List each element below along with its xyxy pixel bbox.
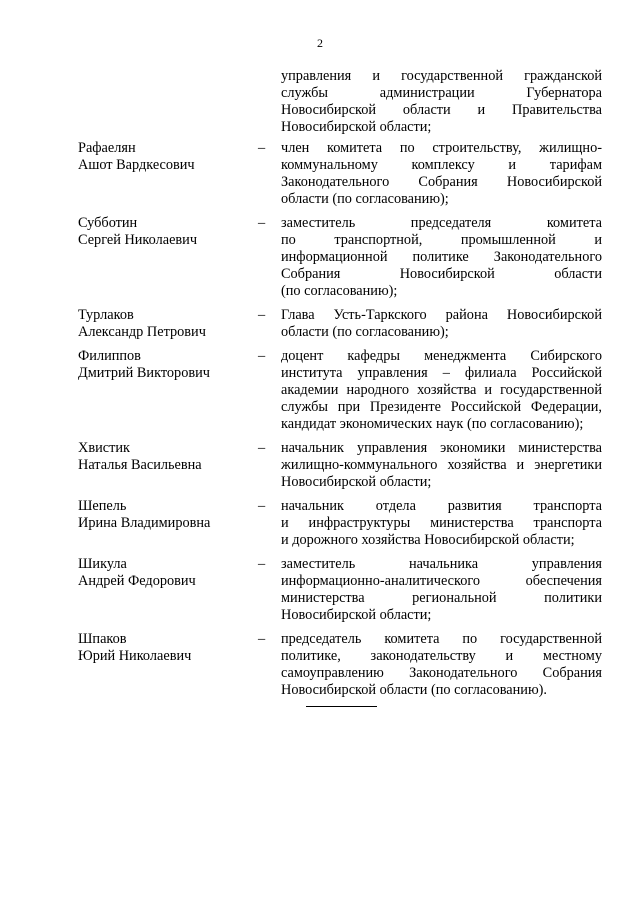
member-given-names: Ашот Вардкесович <box>78 157 195 173</box>
member-position <box>281 498 602 549</box>
member-list <box>78 140 602 699</box>
member-position-line: академии народного хозяйства и государственной <box>281 382 602 398</box>
member-position-line: и инфраструктуры министерства транспорта <box>281 515 602 531</box>
member-surname: Субботин <box>78 215 138 231</box>
member-position-line: (по согласованию); <box>281 283 398 299</box>
member-surname: Шепель <box>78 498 127 514</box>
member-surname: Шпаков <box>78 631 127 647</box>
member-position <box>281 307 602 341</box>
member-position <box>281 631 602 699</box>
member-given-names: Юрий Николаевич <box>78 648 192 664</box>
member-name <box>78 498 258 532</box>
member-surname: Шикула <box>78 556 127 572</box>
member-position-line: самоуправлению Законодательного Собрания <box>281 665 602 681</box>
member-position <box>281 440 602 491</box>
continuation-text <box>281 68 602 136</box>
member-entry <box>78 140 602 208</box>
member-name <box>78 140 258 174</box>
member-position-line: политике, законодательству и местному <box>281 648 602 664</box>
member-entry <box>78 498 602 549</box>
member-position-line: службы при Президенте Российской Федерации, <box>281 399 602 415</box>
member-given-names: Андрей Федорович <box>78 573 196 589</box>
member-dash: – <box>258 498 266 514</box>
member-name <box>78 307 258 341</box>
member-position-line: по транспортной, промышленной и <box>281 232 602 248</box>
member-position-line: председатель комитета по государственной <box>281 631 602 647</box>
member-position-line: института управления – филиала Российской <box>281 365 602 381</box>
member-dash: – <box>258 307 266 323</box>
member-entry <box>78 631 602 699</box>
member-position-line: кандидат экономических наук (по согласованию); <box>281 416 584 432</box>
member-position-line: информационной политике Законодательного <box>281 249 602 265</box>
member-given-names: Дмитрий Викторович <box>78 365 210 381</box>
member-dash: – <box>258 440 266 456</box>
member-position <box>281 215 602 300</box>
member-entry <box>78 556 602 624</box>
member-position-line: министерства региональной политики <box>281 590 602 606</box>
member-position <box>281 348 602 433</box>
member-position-line: и дорожного хозяйства Новосибирской области; <box>281 532 575 548</box>
member-position-line: Новосибирской области; <box>281 474 432 490</box>
member-position-line: Собрания Новосибирской области <box>281 266 602 282</box>
member-entry <box>78 307 602 341</box>
continuation-line: управления и государственной гражданской <box>281 68 602 84</box>
member-position-line: начальник отдела развития транспорта <box>281 498 602 514</box>
member-position-line: член комитета по строительству, жилищно- <box>281 140 602 156</box>
member-position-line: Законодательного Собрания Новосибирской <box>281 174 602 190</box>
member-surname: Турлаков <box>78 307 134 323</box>
member-entry <box>78 440 602 491</box>
member-position-line: области (по согласованию); <box>281 191 449 207</box>
continuation-line: службы администрации Губернатора <box>281 85 602 101</box>
member-dash: – <box>258 140 266 156</box>
member-dash: – <box>258 215 266 231</box>
member-dash: – <box>258 348 266 364</box>
end-divider <box>306 706 377 707</box>
member-entry <box>78 348 602 433</box>
member-position <box>281 556 602 624</box>
member-position-line: заместитель председателя комитета <box>281 215 602 231</box>
member-position-line: Новосибирской области; <box>281 607 432 623</box>
member-name <box>78 348 258 382</box>
member-name <box>78 440 258 474</box>
member-name <box>78 631 258 665</box>
member-dash: – <box>258 631 266 647</box>
member-name <box>78 556 258 590</box>
member-position-line: заместитель начальника управления <box>281 556 602 572</box>
member-position-line: жилищно-коммунального хозяйства и энергетики <box>281 457 602 473</box>
member-position-line: информационно-аналитического обеспечения <box>281 573 602 589</box>
member-name <box>78 215 258 249</box>
member-position-line: области (по согласованию); <box>281 324 449 340</box>
member-given-names: Сергей Николаевич <box>78 232 198 248</box>
member-entry <box>78 215 602 300</box>
member-surname: Рафаелян <box>78 140 136 156</box>
member-position <box>281 140 602 208</box>
member-given-names: Александр Петрович <box>78 324 206 340</box>
continuation-line: Новосибирской области; <box>281 119 432 135</box>
member-position-line: коммунальному комплексу и тарифам <box>281 157 602 173</box>
continuation-line: Новосибирской области и Правительства <box>281 102 602 118</box>
page-number: 2 <box>317 36 323 50</box>
member-position-line: доцент кафедры менеджмента Сибирского <box>281 348 602 364</box>
member-position-line: Новосибирской области (по согласованию). <box>281 682 547 698</box>
member-position-line: Глава Усть-Таркского района Новосибирской <box>281 307 602 323</box>
member-given-names: Ирина Владимировна <box>78 515 211 531</box>
member-surname: Филиппов <box>78 348 141 364</box>
member-dash: – <box>258 556 266 572</box>
member-position-line: начальник управления экономики министерства <box>281 440 602 456</box>
member-given-names: Наталья Васильевна <box>78 457 202 473</box>
member-surname: Хвистик <box>78 440 130 456</box>
